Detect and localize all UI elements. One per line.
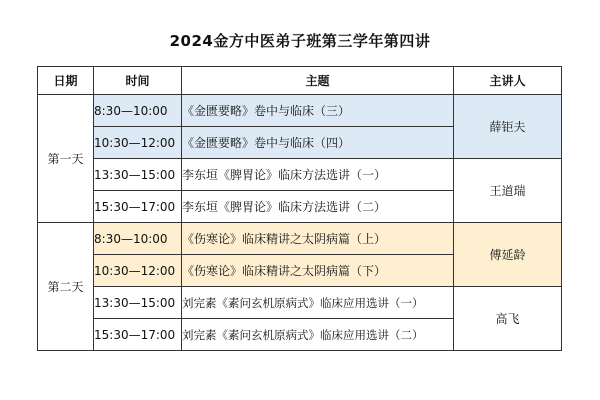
session-time: 15:30—17:00 — [94, 319, 182, 351]
schedule-table — [37, 66, 562, 351]
session-topic: 《伤寒论》临床精讲之太阴病篇（下） — [182, 255, 454, 287]
speaker-name: 傅延龄 — [454, 223, 562, 287]
header-speaker: 主讲人 — [454, 67, 562, 95]
speaker-name: 王道瑞 — [454, 159, 562, 223]
session-time: 13:30—15:00 — [94, 159, 182, 191]
session-time: 10:30—12:00 — [94, 255, 182, 287]
page-title: 2024金方中医弟子班第三学年第四讲 — [169, 32, 431, 50]
session-topic: 《金匮要略》卷中与临床（三） — [182, 95, 454, 127]
session-topic: 《金匮要略》卷中与临床（四） — [182, 127, 454, 159]
session-time: 8:30—10:00 — [94, 95, 182, 127]
session-topic: 李东垣《脾胃论》临床方法选讲（一） — [182, 159, 454, 191]
session-time: 15:30—17:00 — [94, 191, 182, 223]
header-row — [38, 67, 562, 95]
speaker-name: 高飞 — [454, 287, 562, 351]
header-topic: 主题 — [182, 67, 454, 95]
session-topic: 李东垣《脾胃论》临床方法选讲（二） — [182, 191, 454, 223]
session-topic: 刘完素《素问玄机原病式》临床应用选讲（一） — [182, 287, 454, 319]
table-row — [38, 223, 562, 255]
session-time: 13:30—15:00 — [94, 287, 182, 319]
day-label: 第二天 — [38, 223, 94, 351]
session-topic: 刘完素《素问玄机原病式》临床应用选讲（二） — [182, 319, 454, 351]
session-topic: 《伤寒论》临床精讲之太阴病篇（上） — [182, 223, 454, 255]
header-date: 日期 — [38, 67, 94, 95]
table-row — [38, 95, 562, 127]
header-time: 时间 — [94, 67, 182, 95]
day-label: 第一天 — [38, 95, 94, 223]
session-time: 10:30—12:00 — [94, 127, 182, 159]
session-time: 8:30—10:00 — [94, 223, 182, 255]
table-row — [38, 159, 562, 191]
table-row — [38, 287, 562, 319]
speaker-name: 薛钜夫 — [454, 95, 562, 159]
